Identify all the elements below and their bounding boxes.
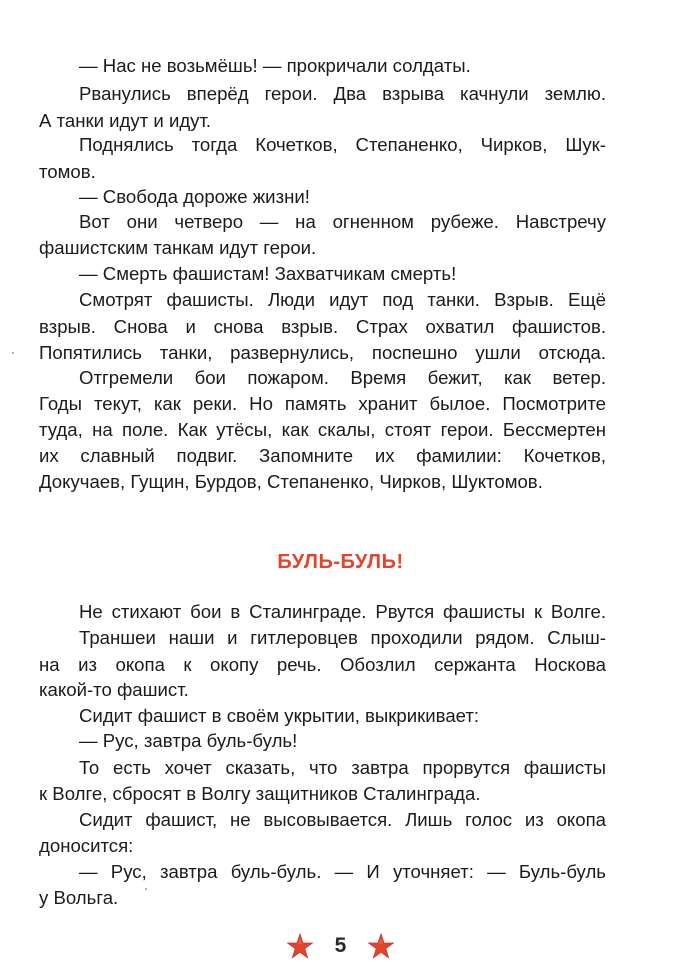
text-line: Годы текут, как реки. Но память хранит былое. Посмотрите <box>39 393 606 414</box>
text-line: на из окопа к окопу речь. Обозлил сержанта Носкова <box>39 654 606 675</box>
text-line: к Волге, сбросят в Волгу защитников Сталинграда. <box>39 783 481 804</box>
text-line: — Нас не возьмёшь! — прокричали солдаты. <box>79 55 471 76</box>
text-line: Попятились танки, развернулись, поспешно ушли отсюда. <box>39 342 606 363</box>
chapter-heading: БУЛЬ-БУЛЬ! <box>277 551 404 573</box>
text-line: взрыв. Снова и снова взрыв. Страх охватил фашистов. <box>39 316 606 337</box>
scan-speck <box>145 888 147 890</box>
text-line: Сидит фашист в своём укрытии, выкрикивает: <box>79 705 480 726</box>
text-line: у Вольга. <box>39 887 119 908</box>
red-star-icon <box>287 933 313 959</box>
text-line: доносится: <box>39 835 134 856</box>
text-line: Траншеи наши и гитлеровцев проходили рядом. Слыш- <box>79 627 606 648</box>
text-line: Поднялись тогда Кочетков, Степаненко, Чирков, Шук- <box>79 134 606 155</box>
text-line: Смотрят фашисты. Люди идут под танки. Взрыв. Ещё <box>79 289 606 310</box>
text-line: — Рус, завтра буль-буль. — И уточняет: — Буль-буль <box>79 861 606 882</box>
page-footer <box>0 928 681 964</box>
text-line: — Смерть фашистам! Захватчикам смерть! <box>79 263 457 284</box>
text-line: А танки идут и идут. <box>39 110 212 131</box>
page-number: 5 <box>334 934 347 957</box>
text-line: их славный подвиг. Запомните их фамилии: Кочетков, <box>39 445 606 466</box>
text-line: томов. <box>39 161 96 182</box>
text-line: — Рус, завтра буль-буль! <box>79 730 298 751</box>
text-line: Отгремели бои пожаром. Время бежит, как ветер. <box>79 367 606 388</box>
text-line: Докучаев, Гущин, Бурдов, Степаненко, Чирков, Шуктомов. <box>39 471 543 492</box>
text-line: Вот они четверо — на огненном рубеже. Навстречу <box>79 211 606 232</box>
text-line: фашистским танкам идут герои. <box>39 237 317 258</box>
text-line: Рванулись вперёд герои. Два взрыва качнули землю. <box>79 83 606 104</box>
scan-speck <box>12 352 14 354</box>
text-line: То есть хочет сказать, что завтра прорвутся фашисты <box>79 757 606 778</box>
text-line: какой-то фашист. <box>39 679 189 700</box>
red-star-icon <box>368 933 394 959</box>
text-line: — Свобода дороже жизни! <box>79 186 310 207</box>
text-line: Сидит фашист, не высовывается. Лишь голос из окопа <box>79 809 606 830</box>
text-line: Не стихают бои в Сталинграде. Рвутся фашисты к Волге. <box>79 601 606 622</box>
text-line: туда, на поле. Как утёсы, как скалы, стоят герои. Бессмертен <box>39 419 606 440</box>
